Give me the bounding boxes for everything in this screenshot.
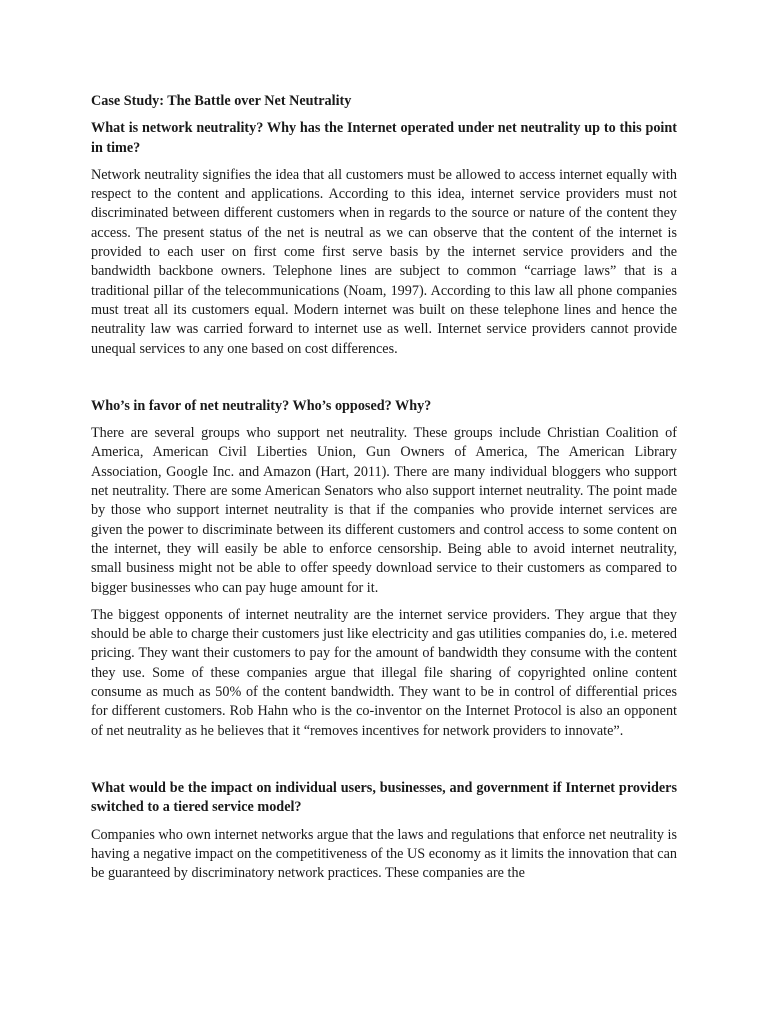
section-spacer: [91, 367, 677, 397]
section-3-question: What would be the impact on individual users, businesses, and government if Internet providers switched to a tiered service model?: [91, 779, 677, 816]
section-spacer: [91, 749, 677, 779]
section-1-question: What is network neutrality? Why has the Internet operated under net neutrality up to this point in time?: [91, 120, 677, 156]
document-title: Case Study: The Battle over Net Neutrality: [91, 93, 352, 109]
document-page: [91, 92, 677, 891]
section-2-paragraph-2: The biggest opponents of internet neutrality are the internet service providers. They argue that they should be able to charge their customers just like electricity and gas utilities companies do, i.e. metered pricing. They want their customers to pay for the amount of bandwidth they consume with the content they use. Some of these companies argue that illegal file sharing of copyrighted online content consume as much as 50% of the content bandwidth. They want to be in control of differential prices for different customers. Rob Hahn who is the co-inventor on the Internet Protocol is also an opponent of net neutrality as he believes that it “removes incentives for network providers to innovate”.: [91, 606, 677, 739]
section-3-paragraph-1: Companies who own internet networks argue that the laws and regulations that enforce net neutrality is having a negative impact on the competitiveness of the US economy as it limits the innovation that can be guaranteed by discriminatory network practices. These companies are the: [91, 826, 677, 882]
section-2-paragraph-1: There are several groups who support net neutrality. These groups include Christian Coalition of America, American Civil Liberties Union, Gun Owners of America, The American Library Association, Google Inc. and Amazon (Hart, 2011). There are many individual bloggers who support net neutrality. There are some American Senators who also support internet neutrality. The point made by those who support internet neutrality is that if the companies who provide internet services are given the power to discriminate between its different customers and control access to some content on the internet, they will easily be able to enforce censorship. Being able to avoid internet neutrality, small business might not be able to offer speedy download service to their customers as compared to bigger businesses who can pay huge amount for it.: [91, 425, 677, 596]
section-2-question: Who’s in favor of net neutrality? Who’s opposed? Why?: [91, 397, 432, 414]
section-1-paragraph-1: Network neutrality signifies the idea that all customers must be allowed to access internet equally with respect to the content and applications. According to this idea, internet service providers must not discriminated between different customers when in regards to the source or nature of the content they access. The present status of the net is neutral as we can observe that the content of the internet is provided to each user on first come first serve basis by the internet service providers and the bandwidth backbone owners. Telephone lines are subject to common “carriage laws” that is a traditional pillar of the telecommunications (Noam, 1997). According to this law all phone companies must treat all its customers equal. Modern internet was built on these telephone lines and hence the neutrality law was carried forward to internet use as well. Internet service providers cannot provide unequal services to any one based on cost differences.: [91, 166, 677, 357]
